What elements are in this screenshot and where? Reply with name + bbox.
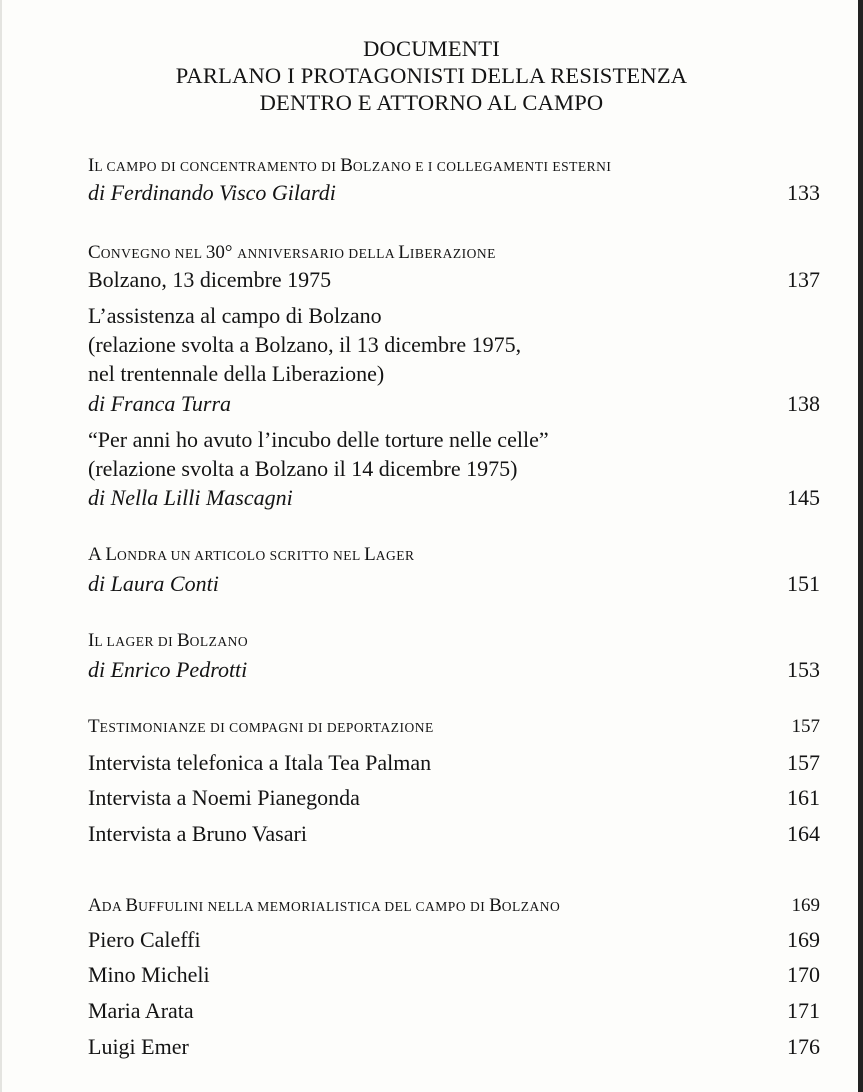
toc-page-number: 171 xyxy=(787,998,820,1023)
page-right-edge xyxy=(858,0,863,1092)
toc-page-number: 145 xyxy=(787,485,820,510)
section-subtitle-line-2: DENTRO E ATTORNO AL CAMPO xyxy=(259,90,604,115)
toc-entry-text: Bolzano, 13 dicembre 1975 xyxy=(88,267,332,292)
toc-heading-text: IL LAGER DI BOLZANO xyxy=(88,630,249,651)
toc-page-number: 157 xyxy=(791,716,820,737)
toc-entry-text: Intervista telefonica a Itala Tea Palman xyxy=(88,750,432,775)
toc-page-number: 138 xyxy=(787,391,820,416)
toc-page-number: 169 xyxy=(787,927,820,952)
toc-heading-text: TESTIMONIANZE DI COMPAGNI DI DEPORTAZIONE xyxy=(88,716,434,737)
toc-entry-text: “Per anni ho avuto l’incubo delle torture nelle celle” xyxy=(88,427,549,452)
toc-page-number: 164 xyxy=(787,821,820,846)
toc-entry-text: L’assistenza al campo di Bolzano xyxy=(88,303,382,328)
toc-page-number: 157 xyxy=(787,750,820,775)
toc-entry-text: Intervista a Noemi Pianegonda xyxy=(88,785,360,810)
toc-heading-text: IL CAMPO DI CONCENTRAMENTO DI BOLZANO E I COLLEGAMENTI ESTERNI xyxy=(88,155,612,176)
toc-page-number: 161 xyxy=(787,785,820,810)
section-title: DOCUMENTI xyxy=(363,36,500,61)
toc-page-number: 176 xyxy=(787,1034,820,1059)
toc-page-number: 170 xyxy=(787,962,820,987)
toc-heading-text: ADA BUFFULINI NELLA MEMORIALISTICA DEL CAMPO DI BOLZANO xyxy=(88,895,561,916)
toc-entry-text: di Nella Lilli Mascagni xyxy=(88,485,293,510)
toc-entry-text: Luigi Emer xyxy=(88,1034,189,1059)
toc-page-number: 133 xyxy=(787,180,820,205)
toc-entry-text: di Franca Turra xyxy=(88,391,232,416)
toc-heading-text: A LONDRA UN ARTICOLO SCRITTO NEL LAGER xyxy=(88,544,415,565)
toc-page-number: 151 xyxy=(787,571,820,596)
section-subtitle-line-1: PARLANO I PROTAGONISTI DELLA RESISTENZA xyxy=(175,63,688,88)
toc-entry-text: Mino Micheli xyxy=(88,962,210,987)
toc-entry-text: nel trentennale della Liberazione) xyxy=(88,361,385,386)
page-left-edge xyxy=(0,0,2,1092)
toc-entry-text: (relazione svolta a Bolzano, il 13 dicembre 1975, xyxy=(88,332,522,357)
toc-entry-text: Piero Caleffi xyxy=(88,927,201,952)
toc-entry-text: Intervista a Bruno Vasari xyxy=(88,821,307,846)
toc-entry-text: di Enrico Pedrotti xyxy=(88,657,248,682)
toc-entry-text: di Ferdinando Visco Gilardi xyxy=(88,180,336,205)
toc-page-number: 137 xyxy=(787,267,820,292)
toc-heading-text: CONVEGNO NEL 30° ANNIVERSARIO DELLA LIBERAZIONE xyxy=(88,242,496,263)
toc-entry-text: di Laura Conti xyxy=(88,571,219,596)
toc-page-number: 169 xyxy=(791,895,820,916)
toc-entry-text: (relazione svolta a Bolzano il 14 dicembre 1975) xyxy=(88,456,518,481)
toc-entry-text: Maria Arata xyxy=(88,998,194,1023)
toc-page-number: 153 xyxy=(787,657,820,682)
